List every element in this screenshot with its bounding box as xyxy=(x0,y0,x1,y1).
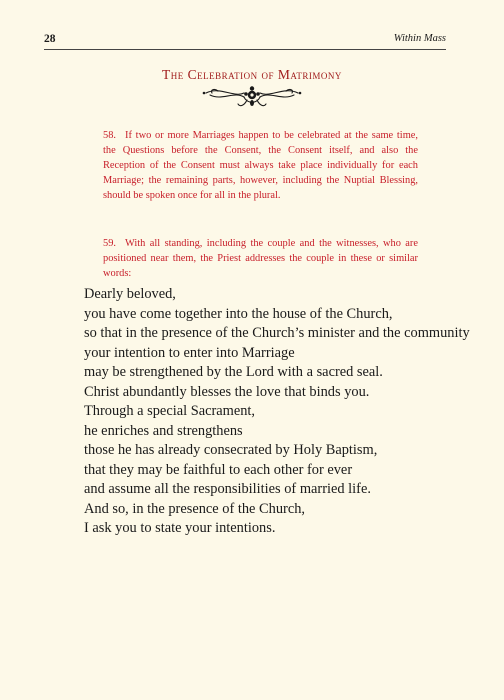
page-number: 28 xyxy=(44,33,56,45)
priest-address xyxy=(84,285,484,539)
address-line: so that in the presence of the Church’s minister and the community xyxy=(84,325,470,341)
address-line: that they may be faithful to each other for ever xyxy=(84,461,353,478)
rubric-59 xyxy=(103,236,418,281)
address-line: he enriches and strengthens xyxy=(84,422,243,439)
rubric-number: 59. xyxy=(103,238,116,249)
address-line: may be strengthened by the Lord with a sacred seal. xyxy=(84,364,383,380)
address-line: and assume all the responsibilities of married life. xyxy=(84,481,371,497)
section-name: Within Mass xyxy=(393,33,446,44)
address-line: I ask you to state your intentions. xyxy=(84,520,276,536)
address-line: those he has already consecrated by Holy Baptism, xyxy=(84,442,378,458)
rubric-number: 58. xyxy=(103,130,116,141)
address-line: you have come together into the house of the Church, xyxy=(84,305,393,322)
rubric-text: With all standing, including the couple and the witnesses, who are positioned near them, the Priest addresses the couple in these or similar words: xyxy=(103,238,418,279)
address-line: Christ abundantly blesses the love that binds you. xyxy=(84,383,370,400)
chapter-title: The Celebration of Matrimony xyxy=(162,67,342,82)
rubric-text: If two or more Marriages happen to be celebrated at the same time, the Questions before the Consent, the Consent itself, and also the Reception of the Consent must always take place individually for each Marriage; the remaining parts, however, including the Nuptial Blessing, should be spoken once for all in the plural. xyxy=(103,130,418,201)
rubric-58 xyxy=(103,128,418,203)
address-line: Through a special Sacrament, xyxy=(84,403,256,419)
address-line: And so, in the presence of the Church, xyxy=(84,500,305,517)
floral-ornament-icon xyxy=(200,82,304,110)
running-head xyxy=(44,33,446,50)
address-line: your intention to enter into Marriage xyxy=(84,344,295,361)
address-line: Dearly beloved, xyxy=(84,286,176,302)
